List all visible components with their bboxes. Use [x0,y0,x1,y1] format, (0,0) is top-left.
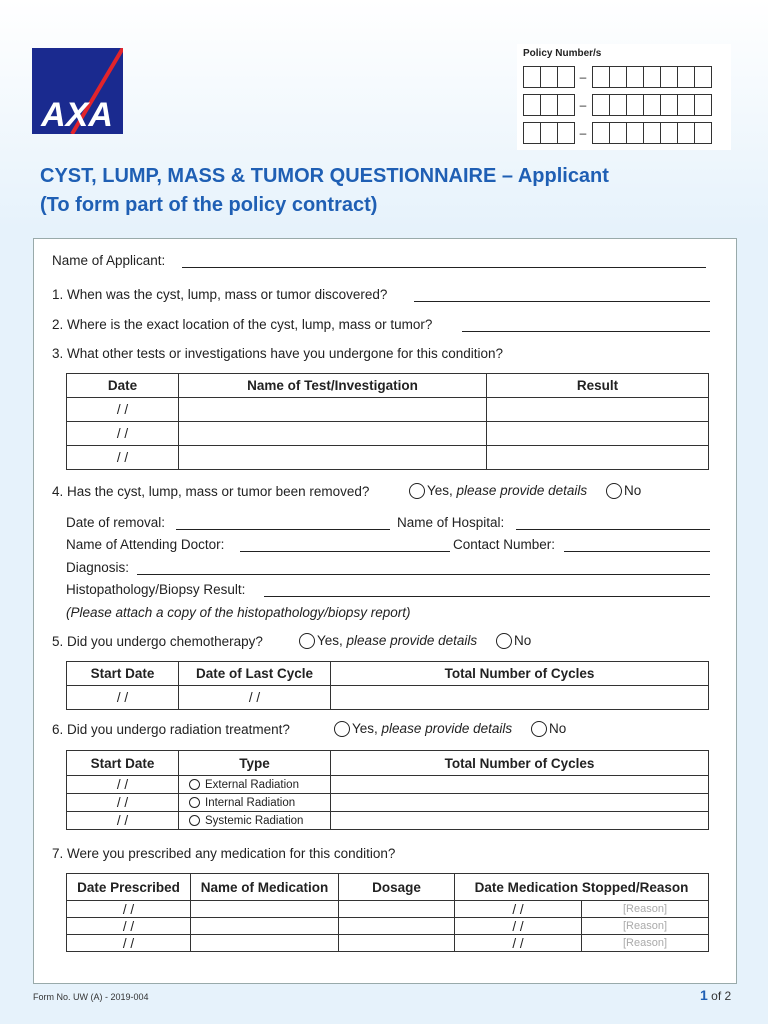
policy-digit-cell[interactable] [609,94,627,116]
table-row [67,901,709,918]
policy-digit-cell[interactable] [540,122,558,144]
removed-yes-option[interactable]: Yes, please provide details [409,483,587,499]
chemo-yes-option[interactable]: Yes, please provide details [299,633,477,649]
location-field[interactable] [462,331,710,332]
radiation-total-cell[interactable] [331,812,709,830]
question-6: 6. Did you undergo radiation treatment? [52,722,290,737]
medication-table [66,873,709,952]
policy-digit-cell[interactable] [592,94,610,116]
radiation-start-cell[interactable]: / / [67,776,179,794]
question-5: 5. Did you undergo chemotherapy? [52,634,263,649]
question-7: 7. Were you prescribed any medication for this condition? [52,846,396,861]
test-result-cell[interactable] [487,398,709,422]
radiation-type-internal[interactable]: Internal Radiation [179,794,331,812]
radiation-header-type: Type [179,751,331,776]
diagnosis-label: Diagnosis: [66,560,130,575]
table-row [67,794,709,812]
radiation-table [66,750,709,830]
tests-header-result: Result [487,374,709,398]
histo-field[interactable] [264,596,710,597]
applicant-name-field[interactable] [182,267,706,268]
chemo-no-option[interactable]: No [496,633,531,649]
page-total: of 2 [711,989,732,1003]
contact-field[interactable] [564,551,710,552]
chemo-last-cell[interactable]: / / [179,686,331,710]
policy-digit-cell[interactable] [643,122,661,144]
tests-header-date: Date [67,374,179,398]
policy-digit-cell[interactable] [540,66,558,88]
radiation-yes-option[interactable]: Yes, please provide details [334,721,512,737]
radiation-start-cell[interactable]: / / [67,794,179,812]
policy-digit-cell[interactable] [592,122,610,144]
question-2: 2. Where is the exact location of the cyst, lump, mass or tumor? [52,317,433,332]
policy-digit-cell[interactable] [626,66,644,88]
policy-digit-cell[interactable] [609,66,627,88]
test-name-cell[interactable] [179,398,487,422]
med-stopped-date-cell[interactable]: / / [455,901,582,918]
policy-digit-cell[interactable] [592,66,610,88]
radio-icon[interactable] [531,721,547,737]
med-reason-cell[interactable]: [Reason] [582,918,709,935]
dash-separator: – [579,70,587,84]
policy-digit-cell[interactable] [677,122,695,144]
question-1: 1. When was the cyst, lump, mass or tumor discovered? [52,287,388,302]
radiation-total-cell[interactable] [331,794,709,812]
radiation-header-total: Total Number of Cycles [331,751,709,776]
med-dosage-cell[interactable] [339,935,455,952]
radio-icon[interactable] [496,633,512,649]
diagnosis-field[interactable] [137,574,710,575]
dash-separator: – [579,126,587,140]
radiation-type-systemic[interactable]: Systemic Radiation [179,812,331,830]
med-reason-cell[interactable]: [Reason] [582,935,709,952]
table-row [67,446,709,470]
form-title-line2: (To form part of the policy contract) [40,194,378,216]
med-stopped-date-cell[interactable]: / / [455,935,582,952]
radio-icon[interactable] [409,483,425,499]
policy-digit-cell[interactable] [626,122,644,144]
radiation-start-cell[interactable]: / / [67,812,179,830]
med-date-cell[interactable]: / / [67,935,191,952]
policy-number-box [517,44,731,150]
doctor-field[interactable] [240,551,450,552]
question-3: 3. What other tests or investigations have you undergone for this condition? [52,346,504,361]
policy-digit-cell[interactable] [660,122,678,144]
med-stopped-date-cell[interactable]: / / [455,918,582,935]
test-name-cell[interactable] [179,422,487,446]
doctor-label: Name of Attending Doctor: [66,537,225,552]
policy-number-label: Policy Number/s [523,48,602,59]
discovery-date-field[interactable] [414,301,710,302]
policy-digit-cell[interactable] [694,66,712,88]
chemo-start-cell[interactable]: / / [67,686,179,710]
radio-icon[interactable] [606,483,622,499]
removal-date-field[interactable] [176,529,390,530]
policy-digit-cell[interactable] [660,94,678,116]
test-date-cell[interactable]: / / [67,422,179,446]
policy-digit-cell[interactable] [694,122,712,144]
med-header-name: Name of Medication [191,874,339,901]
chemo-header-total: Total Number of Cycles [331,662,709,686]
radio-icon[interactable] [334,721,350,737]
radiation-header-start: Start Date [67,751,179,776]
table-row [67,776,709,794]
removal-date-label: Date of removal: [66,515,166,530]
dash-separator: – [579,98,587,112]
radio-icon[interactable] [189,797,200,808]
policy-digit-cell[interactable] [660,66,678,88]
radiation-total-cell[interactable] [331,776,709,794]
policy-digit-cell[interactable] [540,94,558,116]
med-date-cell[interactable]: / / [67,918,191,935]
histo-label: Histopathology/Biopsy Result: [66,582,246,597]
med-header-dosage: Dosage [339,874,455,901]
form-panel [33,238,737,984]
test-date-cell[interactable]: / / [67,446,179,470]
attach-note: (Please attach a copy of the histopathology/biopsy report) [66,605,411,620]
policy-digit-cell[interactable] [523,94,541,116]
table-row [67,422,709,446]
policy-digit-cell[interactable] [626,94,644,116]
policy-number-row [523,94,711,116]
policy-digit-cell[interactable] [694,94,712,116]
axa-logo [32,48,123,134]
logo-text: AXA [41,96,113,134]
table-row [67,398,709,422]
med-date-cell[interactable]: / / [67,901,191,918]
test-result-cell[interactable] [487,422,709,446]
page-indicator [700,987,731,1003]
radio-icon[interactable] [189,815,200,826]
policy-digit-cell[interactable] [643,94,661,116]
table-row [67,686,709,710]
form-number: Form No. UW (A) - 2019-004 [33,992,149,1002]
chemo-total-cell[interactable] [331,686,709,710]
med-dosage-cell[interactable] [339,901,455,918]
tests-header-name: Name of Test/Investigation [179,374,487,398]
radio-icon[interactable] [299,633,315,649]
question-4: 4. Has the cyst, lump, mass or tumor been removed? [52,484,370,499]
form-title-line1: CYST, LUMP, MASS & TUMOR QUESTIONNAIRE – Applicant [40,165,609,187]
hospital-label: Name of Hospital: [397,515,505,530]
med-name-cell[interactable] [191,901,339,918]
chemo-table [66,661,709,710]
policy-digit-cell[interactable] [523,66,541,88]
policy-digit-cell[interactable] [557,66,575,88]
med-name-cell[interactable] [191,918,339,935]
policy-digit-cell[interactable] [677,94,695,116]
policy-digit-cell[interactable] [557,94,575,116]
table-row [67,918,709,935]
med-dosage-cell[interactable] [339,918,455,935]
med-header-stopped: Date Medication Stopped/Reason [455,874,709,901]
chemo-header-start: Start Date [67,662,179,686]
hospital-field[interactable] [516,529,710,530]
chemo-header-last: Date of Last Cycle [179,662,331,686]
table-row [67,935,709,952]
med-header-date: Date Prescribed [67,874,191,901]
policy-digit-cell[interactable] [557,122,575,144]
radiation-no-option[interactable]: No [531,721,566,737]
applicant-name-label: Name of Applicant: [52,253,166,268]
contact-label: Contact Number: [453,537,556,552]
form-title [40,162,609,220]
policy-digit-cell[interactable] [523,122,541,144]
axa-logo-mark [32,48,123,134]
tests-table [66,373,709,470]
radiation-type-external[interactable]: External Radiation [179,776,331,794]
table-row [67,812,709,830]
page-current: 1 [700,987,708,1003]
med-reason-cell[interactable]: [Reason] [582,901,709,918]
med-name-cell[interactable] [191,935,339,952]
test-date-cell[interactable]: / / [67,398,179,422]
test-result-cell[interactable] [487,446,709,470]
policy-digit-cell[interactable] [677,66,695,88]
test-name-cell[interactable] [179,446,487,470]
removed-no-option[interactable]: No [606,483,641,499]
policy-digit-cell[interactable] [609,122,627,144]
policy-number-row [523,66,711,88]
radio-icon[interactable] [189,779,200,790]
policy-digit-cell[interactable] [643,66,661,88]
policy-number-row [523,122,711,144]
